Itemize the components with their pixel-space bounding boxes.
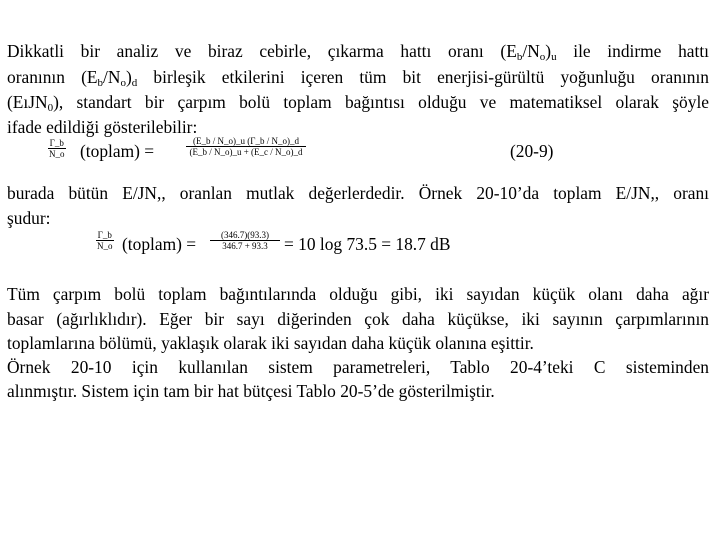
- equation2-lhs-numerator: Γ_b: [97, 230, 112, 240]
- equation2-rhs-denominator: 346.7 + 93.3: [222, 241, 268, 251]
- equation1-lhs-denominator: N_o: [49, 149, 65, 159]
- equation2-rhs-fraction: [210, 230, 280, 251]
- equation2-result: = 10 log 73.5 = 18.7 dB: [284, 234, 451, 254]
- equation1-rhs-numerator: (E_b / N_o)_u (Γ_b / N_o)_d: [186, 136, 306, 147]
- equation1-rhs-denominator: (E_b / N_o)_u + (E_c / N_o)_d: [189, 147, 303, 157]
- equation1-rhs-fraction: [186, 136, 306, 157]
- equation1-label: (toplam) =: [80, 141, 155, 161]
- equation2-lhs-fraction: [96, 230, 114, 251]
- paragraph2-line1: burada bütün E/JN,, oranlan mutlak değerlerdedir. Örnek 20-10’da toplam E/JN,, oranı: [7, 183, 709, 203]
- paragraph1-line1: Dikkatli bir analiz ve biraz cebirle, çıkarma hattı oranı $(E_b/N_o)_u$ ile indirme hattı: [7, 41, 709, 63]
- equation2-lhs-denominator: N_o: [97, 241, 113, 251]
- paragraph3-line4: Örnek 20-10 için kullanılan sistem parametreleri, Tablo 20-4’teki C sisteminden: [7, 357, 709, 377]
- paragraph3-line3: toplamlarına bölümü, yaklaşık olarak iki sayıdan daha küçük olanına eşittir.: [7, 333, 534, 353]
- equation2-label: (toplam) =: [122, 234, 197, 254]
- paragraph3-line5: alınmıştır. Sistem için tam bir hat bütçesi Tablo 20-5’de gösterilmiştir.: [7, 381, 495, 401]
- equation1-number: (20-9): [510, 141, 554, 161]
- paragraph1-line3: (EıJN$_0$), standart bir çarpım bolü toplam bağıntısı olduğu ve matematiksel olarak şöyle: [7, 92, 709, 114]
- paragraph3-line1: Tüm çarpım bolü toplam bağıntılarında olduğu gibi, iki sayıdan küçük olanı daha ağır: [7, 284, 709, 304]
- paragraph3-line2: basar (ağırlıklıdır). Eğer bir sayı diğerinden çok daha küçükse, iki sayının çarpımlarının: [7, 309, 709, 329]
- paragraph1-line2: oranının $(E_b/N_o)_d$ birleşik etkilerini içeren tüm bit enerjisi-gürültü yoğunluğu oranının: [7, 67, 709, 89]
- equation2-rhs-numerator: (346.7)(93.3): [210, 230, 280, 241]
- equation1-lhs-numerator: Γ_b: [49, 138, 64, 148]
- paragraph1-line4: ifade edildiği gösterilebilir:: [7, 117, 198, 137]
- equation1-lhs-fraction: [48, 138, 66, 159]
- paragraph2-line2: şudur:: [7, 208, 51, 228]
